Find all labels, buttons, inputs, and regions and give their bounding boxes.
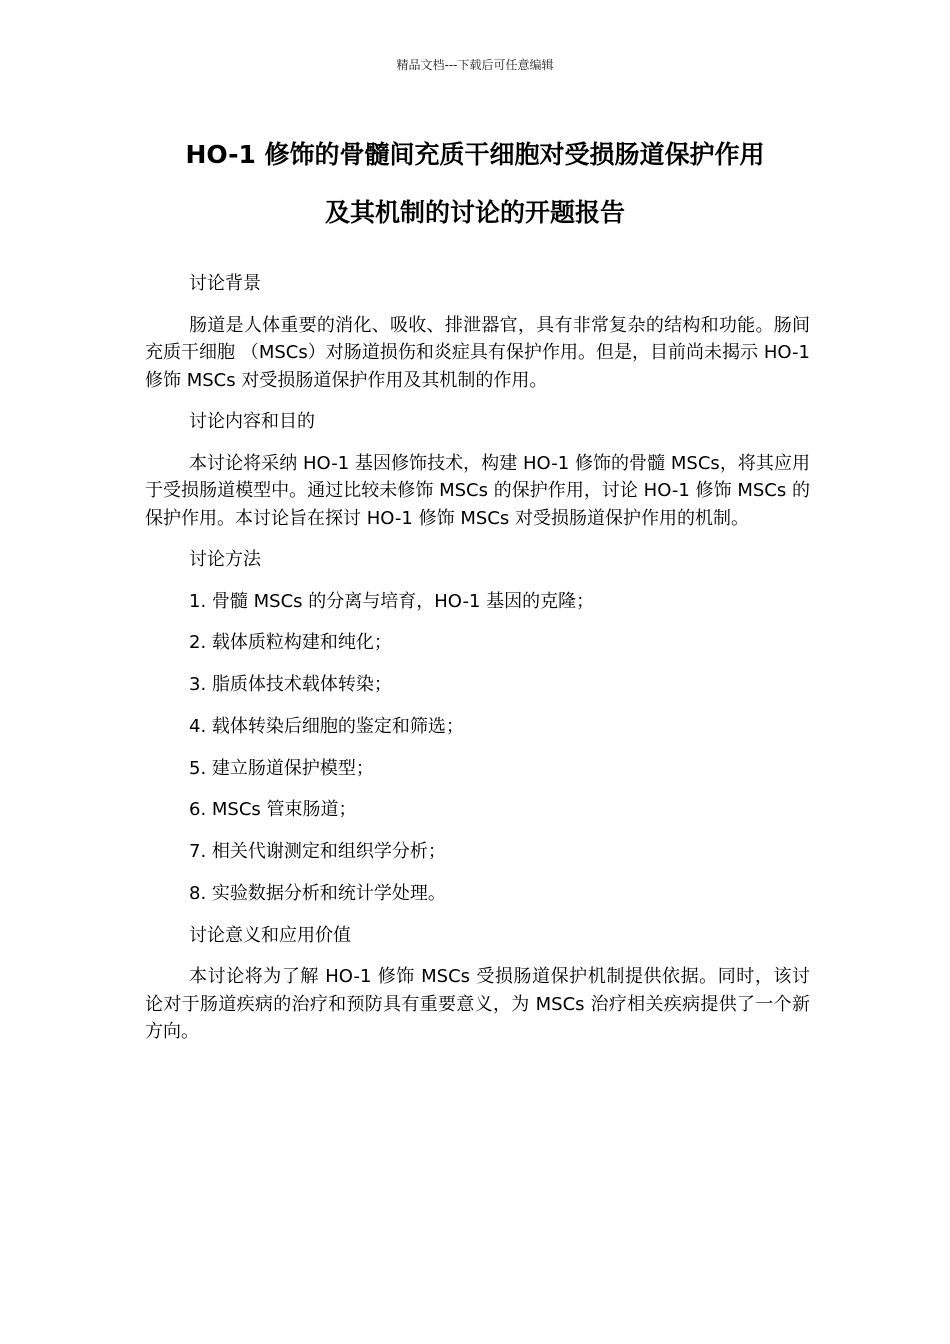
section-heading-content: 讨论内容和目的 bbox=[189, 411, 315, 432]
section-text-content: 本讨论将采纳 HO-1 基因修饰技术，构建 HO-1 修饰的骨髓 MSCs，将其应用于受损肠道模型中。通过比较未修饰 MSCs 的保护作用，讨论 HO-1 修饰 MSCs 的保护作用。本讨论旨在探讨 HO-1 修饰 MSCs 对受损肠道保护作用的机制。 bbox=[145, 452, 810, 529]
section-heading-methods: 讨论方法 bbox=[189, 549, 261, 570]
page-header: 精品文档---下载后可任意编辑 bbox=[396, 58, 554, 72]
document-title-line-1: HO-1 修饰的骨髓间充质干细胞对受损肠道保护作用 bbox=[185, 140, 765, 169]
document-body bbox=[145, 270, 810, 1060]
section-text-background: 肠道是人体重要的消化、吸收、排泄器官，具有非常复杂的结构和功能。肠间充质干细胞 （MSCs）对肠道损伤和炎症具有保护作用。但是，目前尚未揭示 HO-1 修饰 MSCs 对受损肠道保护作用及其机制的作用。 bbox=[145, 314, 810, 391]
methods-list-item: 8. 实验数据分析和统计学处理。 bbox=[189, 883, 446, 905]
methods-list-item: 4. 载体转染后细胞的鉴定和筛选； bbox=[189, 715, 464, 737]
document-title-line-2: 及其机制的讨论的开题报告 bbox=[324, 198, 625, 227]
methods-list-item: 6. MSCs 管束肠道； bbox=[189, 799, 357, 821]
section-text-significance: 本讨论将为了解 HO-1 修饰 MSCs 受损肠道保护机制提供依据。同时，该讨论对于肠道疾病的治疗和预防具有重要意义，为 MSCs 治疗相关疾病提供了一个新方向。 bbox=[145, 966, 810, 1043]
methods-list-item: 7. 相关代谢测定和组织学分析； bbox=[189, 841, 446, 863]
section-heading-background: 讨论背景 bbox=[189, 273, 261, 294]
methods-list-item: 1. 骨髓 MSCs 的分离与培育，HO-1 基因的克隆； bbox=[189, 590, 595, 612]
methods-list-item: 5. 建立肠道保护模型； bbox=[189, 757, 374, 779]
section-heading-significance: 讨论意义和应用价值 bbox=[189, 924, 351, 946]
methods-list-item: 2. 载体质粒构建和纯化； bbox=[189, 632, 392, 654]
methods-list-item: 3. 脂质体技术载体转染； bbox=[189, 674, 392, 696]
